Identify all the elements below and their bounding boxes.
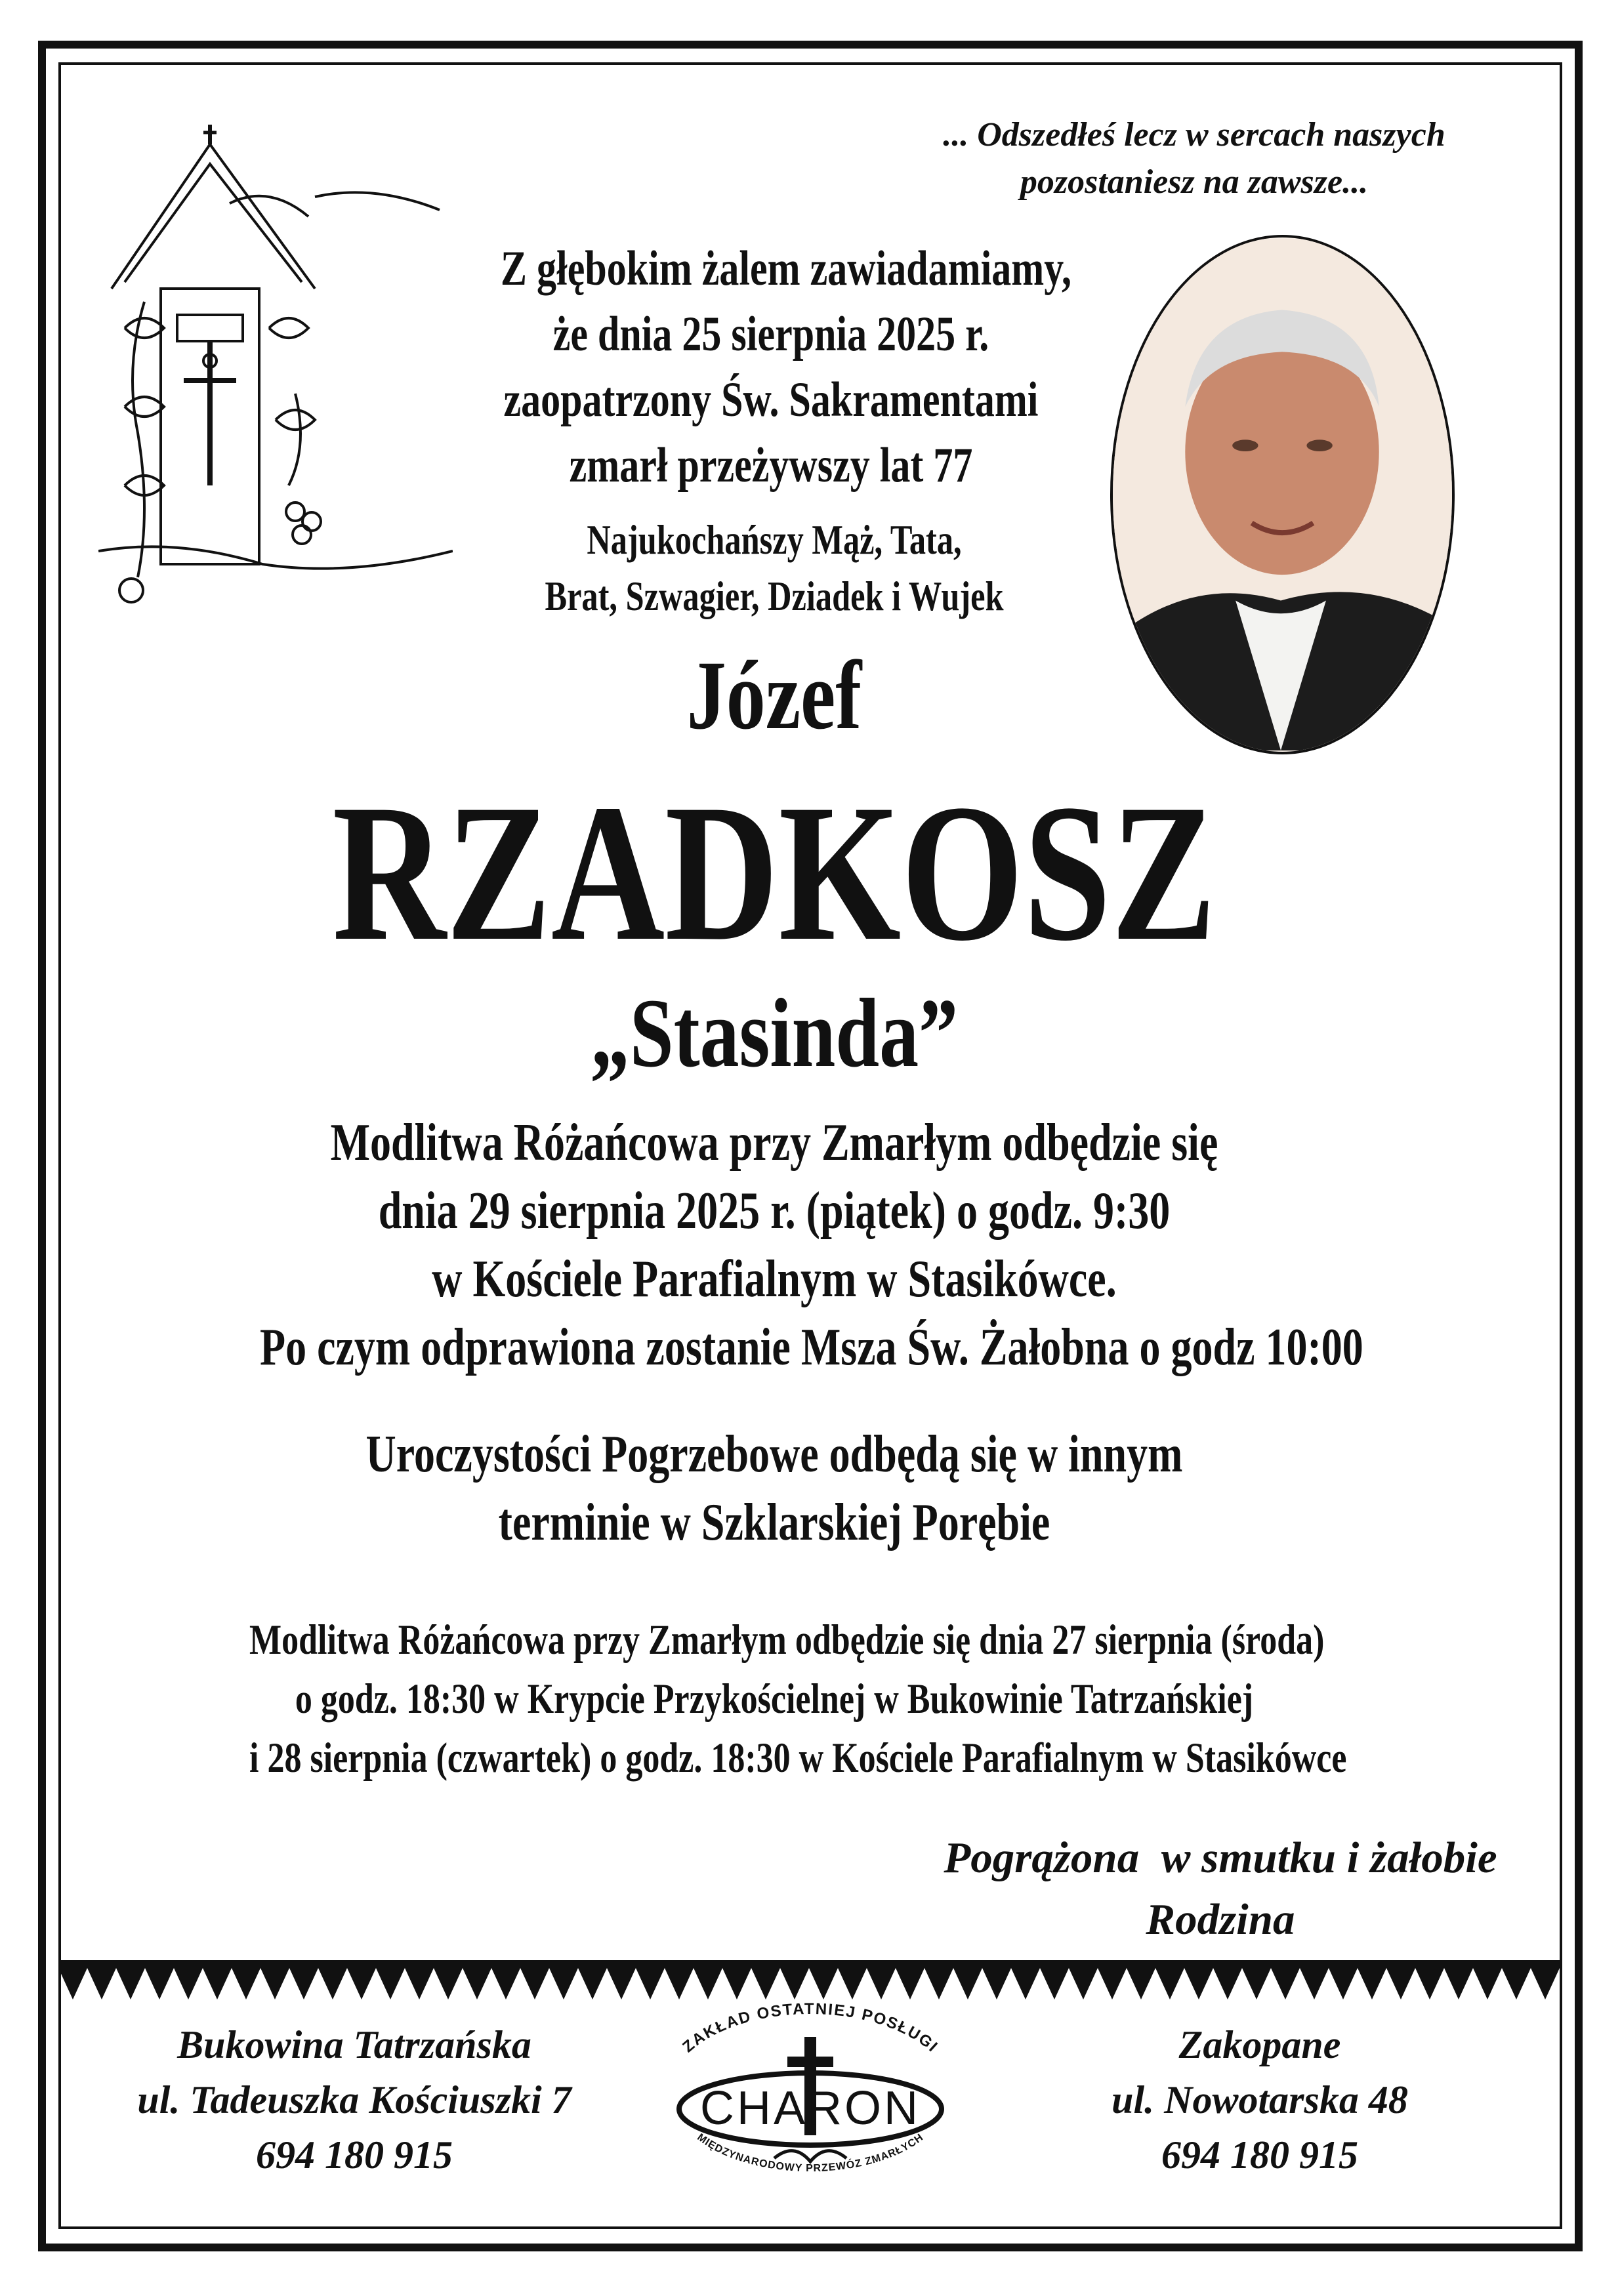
rosary-prayer-info: [131, 1109, 1417, 1382]
contact-city: Zakopane: [1178, 2023, 1341, 2066]
family-line: Rodzina: [1146, 1895, 1295, 1944]
announcement-line: zaopatrzony Św. Sakramentami: [503, 373, 1039, 427]
logo-bottom-text: MIĘDZYNARODOWY PRZEWÓZ ZMARŁYCH: [695, 2131, 926, 2175]
rosary-line: Po czym odprawiona zostanie Msza Św. Żałobna o godz 10:00: [260, 1319, 1363, 1376]
contact-bukowina: [92, 2017, 617, 2183]
first-name-text: Józef: [686, 641, 862, 750]
contact-zakopane: [997, 2017, 1522, 2183]
surname-text: RZADKOSZ: [332, 764, 1216, 981]
rosary-line: Modlitwa Różańcowa przy Zmarłym odbędzie się: [330, 1114, 1218, 1172]
rosary2-line: i 28 sierpnia (czwartek) o godz. 18:30 w Kościele Parafialnym w Stasikówce: [249, 1734, 1347, 1782]
logo-name: CHARON: [699, 2082, 921, 2135]
contact-street: ul. Nowotarska 48: [1111, 2078, 1408, 2122]
rosary2-line: Modlitwa Różańcowa przy Zmarłym odbędzie się dnia 27 sierpnia (środa): [249, 1616, 1325, 1664]
contact-city: Bukowina Tatrzańska: [177, 2023, 531, 2066]
deceased-portrait: [1110, 235, 1455, 754]
rosary-line: w Kościele Parafialnym w Stasikówce.: [432, 1250, 1117, 1308]
contact-street: ul. Tadeuszka Kościuszki 7: [137, 2078, 571, 2122]
motto: [879, 112, 1509, 206]
surname: [184, 764, 1365, 981]
portrait-image: [1113, 237, 1452, 752]
announcement-line: zmarł przeżywszy lat 77: [569, 438, 973, 493]
family-signature: [925, 1827, 1516, 1950]
additional-rosary-info: [118, 1610, 1430, 1788]
motto-line: ... Odszedłeś lecz w sercach naszych: [943, 116, 1445, 154]
wheat-icon: [774, 2151, 846, 2162]
contact-phone: 694 180 915: [1161, 2133, 1358, 2177]
zigzag-border: [58, 1968, 1562, 1999]
rosary2-line: o godz. 18:30 w Krypcie Przykościelnej w Bukowinie Tatrzańskiej: [295, 1675, 1254, 1723]
announcement-line: Z głębokim żalem zawiadamiamy,: [501, 241, 1071, 296]
announcement: [433, 236, 1109, 499]
footer-divider: [58, 1960, 1562, 1968]
funeral-info: [197, 1420, 1352, 1557]
relations: [459, 512, 1089, 625]
logo-top-text: ZAKŁAD OSTATNIEJ POSŁUGI: [679, 2001, 942, 2057]
relations-line: Najukochańszy Mąż, Tata,: [587, 517, 962, 563]
family-line: Pogrążona w smutku i żałobie: [944, 1834, 1497, 1882]
relations-line: Brat, Szwagier, Dziadek i Wujek: [545, 573, 1004, 619]
charon-logo: [643, 2001, 978, 2198]
announcement-line: że dnia 25 sierpnia 2025 r.: [552, 307, 989, 361]
contact-phone: 694 180 915: [256, 2133, 453, 2177]
nickname-text: „Stasinda”: [590, 979, 959, 1088]
rosary-line: dnia 29 sierpnia 2025 r. (piątek) o godz. 9:30: [378, 1182, 1171, 1240]
funeral-line: terminie w Szklarskiej Porębie: [498, 1494, 1050, 1551]
funeral-line: Uroczystości Pogrzebowe odbędą się w innym: [365, 1425, 1183, 1483]
first-name: [459, 640, 1089, 751]
motto-line: pozostaniesz na zawsze...: [1020, 163, 1369, 201]
wayside-shrine-illustration: [98, 118, 453, 617]
nickname: [328, 977, 1220, 1089]
